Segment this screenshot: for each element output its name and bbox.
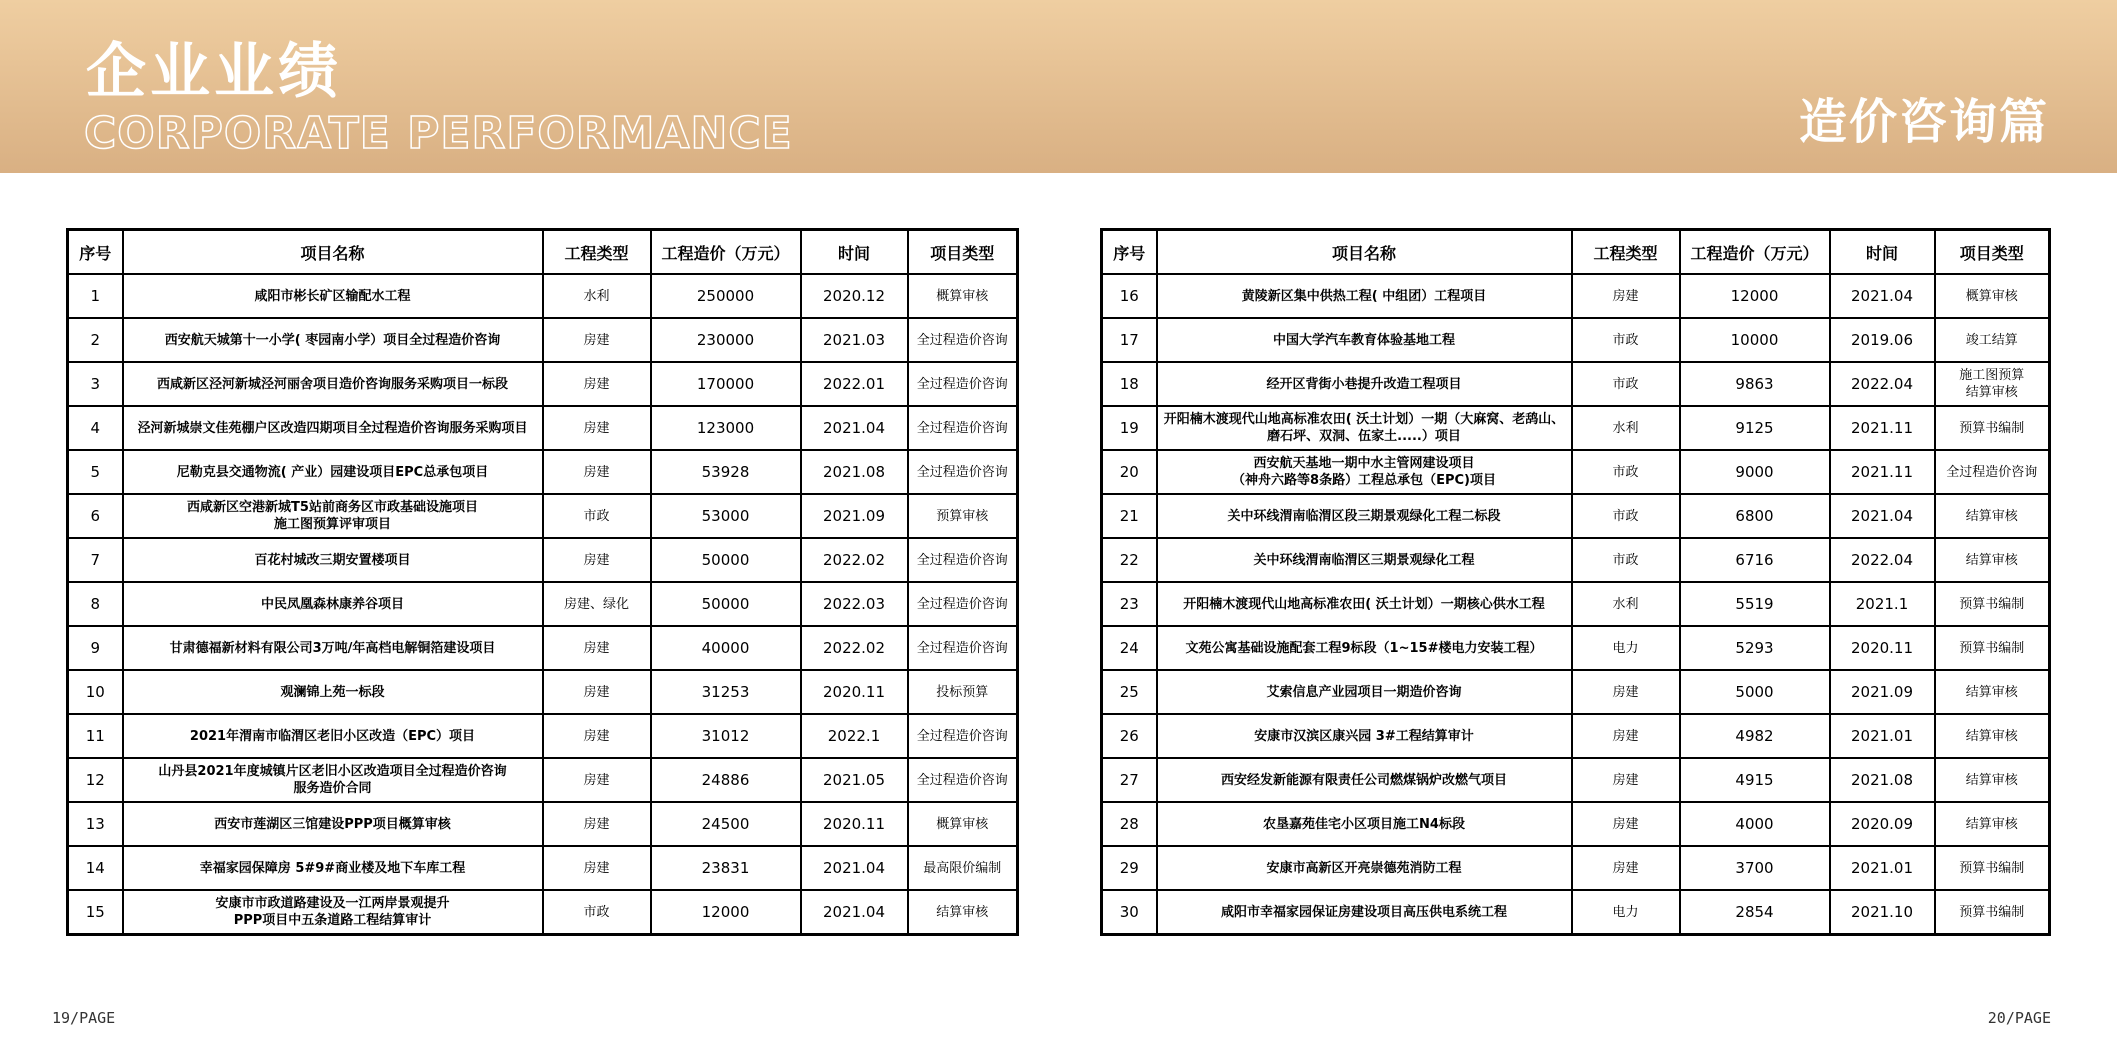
table-row: [1102, 318, 2050, 362]
date-cell: 2021.08: [801, 450, 908, 494]
cost-cell: 53928: [651, 450, 801, 494]
column-header-cost: 工程造价（万元）: [1680, 230, 1830, 275]
row-number: 13: [68, 802, 123, 846]
table-row: [1102, 406, 2050, 450]
engineering-type-cell: 电力: [1572, 626, 1680, 670]
date-cell: 2021.11: [1830, 406, 1935, 450]
cost-cell: 6800: [1680, 494, 1830, 538]
engineering-type-cell: 市政: [543, 890, 651, 935]
project-name-cell: 西安经发新能源有限责任公司燃煤锅炉改燃气项目: [1157, 758, 1572, 802]
engineering-type-cell: 房建: [543, 406, 651, 450]
project-name-cell: 中国大学汽车教育体验基地工程: [1157, 318, 1572, 362]
project-type-cell: 竣工结算: [1935, 318, 2050, 362]
table-row: [68, 450, 1018, 494]
table-row: [68, 362, 1018, 406]
date-cell: 2021.01: [1830, 714, 1935, 758]
table-row: [1102, 626, 2050, 670]
project-type-cell: 全过程造价咨询: [908, 714, 1018, 758]
page-title: 企业业绩: [86, 37, 342, 107]
table-row: [1102, 538, 2050, 582]
date-cell: 2021.10: [1830, 890, 1935, 935]
engineering-type-cell: 市政: [1572, 494, 1680, 538]
project-name-cell: 观澜锦上苑一标段: [123, 670, 543, 714]
table-row: [1102, 802, 2050, 846]
engineering-type-cell: 房建: [1572, 802, 1680, 846]
table-row: [1102, 362, 2050, 406]
project-name-cell: 黄陵新区集中供热工程( 中组团）工程项目: [1157, 274, 1572, 318]
engineering-type-cell: 市政: [1572, 362, 1680, 406]
project-type-cell: 预算书编制: [1935, 582, 2050, 626]
cost-cell: 5000: [1680, 670, 1830, 714]
cost-cell: 53000: [651, 494, 801, 538]
project-type-cell: 预算书编制: [1935, 626, 2050, 670]
project-name-cell: 山丹县2021年度城镇片区老旧小区改造项目全过程造价咨询 服务造价合同: [123, 758, 543, 802]
cost-cell: 24500: [651, 802, 801, 846]
date-cell: 2021.01: [1830, 846, 1935, 890]
row-number: 23: [1102, 582, 1157, 626]
project-name-cell: 开阳楠木渡现代山地高标准农田( 沃土计划）一期（大麻窝、老鸹山、 磨石坪、双洞、伍家土.....）项目: [1157, 406, 1572, 450]
project-name-cell: 尼勒克县交通物流( 产业）园建设项目EPC总承包项目: [123, 450, 543, 494]
table-row: [68, 758, 1018, 802]
cost-cell: 50000: [651, 538, 801, 582]
project-name-cell: 西咸新区空港新城T5站前商务区市政基础设施项目 施工图预算评审项目: [123, 494, 543, 538]
project-name-cell: 安康市市政道路建设及一江两岸景观提升 PPP项目中五条道路工程结算审计: [123, 890, 543, 935]
row-number: 2: [68, 318, 123, 362]
project-name-cell: 西安航天基地一期中水主管网建设项目 （神舟六路等8条路）工程总承包（EPC)项目: [1157, 450, 1572, 494]
engineering-type-cell: 房建: [1572, 846, 1680, 890]
date-cell: 2021.04: [801, 846, 908, 890]
cost-cell: 3700: [1680, 846, 1830, 890]
project-type-cell: 全过程造价咨询: [908, 582, 1018, 626]
cost-cell: 170000: [651, 362, 801, 406]
project-name-cell: 农垦嘉苑佳宅小区项目施工N4标段: [1157, 802, 1572, 846]
row-number: 12: [68, 758, 123, 802]
project-name-cell: 关中环线渭南临渭区三期景观绿化工程: [1157, 538, 1572, 582]
engineering-type-cell: 房建: [1572, 714, 1680, 758]
project-type-cell: 全过程造价咨询: [908, 318, 1018, 362]
engineering-type-cell: 房建: [543, 450, 651, 494]
project-type-cell: 全过程造价咨询: [908, 758, 1018, 802]
row-number: 3: [68, 362, 123, 406]
table-row: [68, 582, 1018, 626]
table-body-right: [1102, 274, 2050, 935]
table-row: [1102, 714, 2050, 758]
project-name-cell: 西咸新区泾河新城泾河丽舍项目造价咨询服务采购项目一标段: [123, 362, 543, 406]
row-number: 10: [68, 670, 123, 714]
project-name-cell: 甘肃德福新材料有限公司3万吨/年高档电解铜箔建设项目: [123, 626, 543, 670]
date-cell: 2022.1: [801, 714, 908, 758]
date-cell: 2021.08: [1830, 758, 1935, 802]
project-name-cell: 安康市汉滨区康兴园 3#工程结算审计: [1157, 714, 1572, 758]
cost-cell: 12000: [1680, 274, 1830, 318]
cost-cell: 24886: [651, 758, 801, 802]
column-header-engineering-type: 工程类型: [543, 230, 651, 275]
table-header-row: [68, 230, 1018, 275]
cost-cell: 23831: [651, 846, 801, 890]
project-type-cell: 概算审核: [908, 274, 1018, 318]
column-header-engineering-type: 工程类型: [1572, 230, 1680, 275]
table-row: [68, 406, 1018, 450]
project-name-cell: 2021年渭南市临渭区老旧小区改造（EPC）项目: [123, 714, 543, 758]
date-cell: 2021.04: [801, 406, 908, 450]
engineering-type-cell: 市政: [1572, 538, 1680, 582]
table-row: [1102, 846, 2050, 890]
column-header-number: 序号: [1102, 230, 1157, 275]
project-name-cell: 开阳楠木渡现代山地高标准农田( 沃土计划）一期核心供水工程: [1157, 582, 1572, 626]
row-number: 15: [68, 890, 123, 935]
table-row: [1102, 670, 2050, 714]
date-cell: 2021.11: [1830, 450, 1935, 494]
engineering-type-cell: 房建: [543, 846, 651, 890]
row-number: 9: [68, 626, 123, 670]
row-number: 29: [1102, 846, 1157, 890]
table-row: [1102, 274, 2050, 318]
engineering-type-cell: 市政: [1572, 318, 1680, 362]
cost-cell: 31253: [651, 670, 801, 714]
project-type-cell: 预算审核: [908, 494, 1018, 538]
project-type-cell: 结算审核: [1935, 758, 2050, 802]
engineering-type-cell: 房建: [1572, 758, 1680, 802]
table-row: [1102, 450, 2050, 494]
row-number: 5: [68, 450, 123, 494]
project-type-cell: 预算书编制: [1935, 406, 2050, 450]
project-type-cell: 最高限价编制: [908, 846, 1018, 890]
column-header-project-type: 项目类型: [908, 230, 1018, 275]
date-cell: 2021.05: [801, 758, 908, 802]
project-type-cell: 全过程造价咨询: [908, 538, 1018, 582]
engineering-type-cell: 房建: [543, 318, 651, 362]
cost-cell: 50000: [651, 582, 801, 626]
engineering-type-cell: 电力: [1572, 890, 1680, 935]
date-cell: 2022.02: [801, 626, 908, 670]
project-type-cell: 结算审核: [1935, 538, 2050, 582]
project-type-cell: 概算审核: [908, 802, 1018, 846]
cost-cell: 12000: [651, 890, 801, 935]
column-header-project-name: 项目名称: [1157, 230, 1572, 275]
date-cell: 2020.09: [1830, 802, 1935, 846]
cost-cell: 10000: [1680, 318, 1830, 362]
cost-cell: 6716: [1680, 538, 1830, 582]
engineering-type-cell: 房建: [1572, 670, 1680, 714]
project-name-cell: 西安航天城第十一小学( 枣园南小学）项目全过程造价咨询: [123, 318, 543, 362]
header-banner: [0, 0, 2117, 173]
date-cell: 2021.03: [801, 318, 908, 362]
row-number: 20: [1102, 450, 1157, 494]
date-cell: 2021.04: [1830, 494, 1935, 538]
table-row: [68, 538, 1018, 582]
engineering-type-cell: 市政: [1572, 450, 1680, 494]
project-type-cell: 投标预算: [908, 670, 1018, 714]
row-number: 25: [1102, 670, 1157, 714]
cost-cell: 4000: [1680, 802, 1830, 846]
project-name-cell: 百花村城改三期安置楼项目: [123, 538, 543, 582]
engineering-type-cell: 市政: [543, 494, 651, 538]
engineering-type-cell: 水利: [1572, 582, 1680, 626]
page-subtitle: CORPORATE PERFORMANCE: [84, 108, 793, 159]
project-type-cell: 预算书编制: [1935, 846, 2050, 890]
table-row: [1102, 582, 2050, 626]
engineering-type-cell: 房建、绿化: [543, 582, 651, 626]
table-row: [68, 626, 1018, 670]
project-type-cell: 结算审核: [1935, 670, 2050, 714]
project-type-cell: 全过程造价咨询: [908, 406, 1018, 450]
table-row: [68, 890, 1018, 935]
section-title: 造价咨询篇: [1798, 94, 2049, 150]
cost-cell: 230000: [651, 318, 801, 362]
cost-cell: 31012: [651, 714, 801, 758]
cost-cell: 5519: [1680, 582, 1830, 626]
column-header-project-type: 项目类型: [1935, 230, 2050, 275]
project-type-cell: 全过程造价咨询: [908, 450, 1018, 494]
project-type-cell: 概算审核: [1935, 274, 2050, 318]
engineering-type-cell: 房建: [543, 626, 651, 670]
row-number: 22: [1102, 538, 1157, 582]
date-cell: 2020.11: [801, 670, 908, 714]
engineering-type-cell: 房建: [543, 802, 651, 846]
table-body-left: [68, 274, 1018, 935]
project-type-cell: 预算书编制: [1935, 890, 2050, 935]
project-type-cell: 全过程造价咨询: [908, 626, 1018, 670]
row-number: 21: [1102, 494, 1157, 538]
project-name-cell: 中民凤凰森林康养谷项目: [123, 582, 543, 626]
project-name-cell: 文苑公寓基础设施配套工程9标段（1~15#楼电力安装工程）: [1157, 626, 1572, 670]
row-number: 19: [1102, 406, 1157, 450]
cost-cell: 4982: [1680, 714, 1830, 758]
project-type-cell: 施工图预算 结算审核: [1935, 362, 2050, 406]
project-name-cell: 艾索信息产业园项目一期造价咨询: [1157, 670, 1572, 714]
date-cell: 2021.09: [1830, 670, 1935, 714]
table-row: [68, 494, 1018, 538]
page-number-right: 20/PAGE: [1987, 1009, 2051, 1027]
date-cell: 2022.02: [801, 538, 908, 582]
row-number: 7: [68, 538, 123, 582]
column-header-project-name: 项目名称: [123, 230, 543, 275]
project-name-cell: 咸阳市彬长矿区输配水工程: [123, 274, 543, 318]
project-name-cell: 咸阳市幸福家园保证房建设项目高压供电系统工程: [1157, 890, 1572, 935]
date-cell: 2021.04: [801, 890, 908, 935]
date-cell: 2022.04: [1830, 362, 1935, 406]
project-type-cell: 全过程造价咨询: [908, 362, 1018, 406]
row-number: 6: [68, 494, 123, 538]
cost-cell: 123000: [651, 406, 801, 450]
project-name-cell: 安康市高新区开亮崇德苑消防工程: [1157, 846, 1572, 890]
row-number: 11: [68, 714, 123, 758]
date-cell: 2022.01: [801, 362, 908, 406]
row-number: 17: [1102, 318, 1157, 362]
row-number: 4: [68, 406, 123, 450]
row-number: 1: [68, 274, 123, 318]
cost-cell: 9125: [1680, 406, 1830, 450]
project-name-cell: 西安市莲湖区三馆建设PPP项目概算审核: [123, 802, 543, 846]
column-header-date: 时间: [1830, 230, 1935, 275]
table-row: [68, 846, 1018, 890]
engineering-type-cell: 水利: [1572, 406, 1680, 450]
date-cell: 2021.04: [1830, 274, 1935, 318]
date-cell: 2021.09: [801, 494, 908, 538]
project-name-cell: 泾河新城崇文佳苑棚户区改造四期项目全过程造价咨询服务采购项目: [123, 406, 543, 450]
row-number: 27: [1102, 758, 1157, 802]
table-row: [68, 318, 1018, 362]
project-type-cell: 结算审核: [908, 890, 1018, 935]
column-header-cost: 工程造价（万元）: [651, 230, 801, 275]
row-number: 18: [1102, 362, 1157, 406]
row-number: 26: [1102, 714, 1157, 758]
date-cell: 2022.04: [1830, 538, 1935, 582]
column-header-date: 时间: [801, 230, 908, 275]
engineering-type-cell: 房建: [543, 670, 651, 714]
project-name-cell: 幸福家园保障房 5#9#商业楼及地下车库工程: [123, 846, 543, 890]
table-row: [1102, 758, 2050, 802]
table-row: [1102, 494, 2050, 538]
cost-cell: 5293: [1680, 626, 1830, 670]
table-row: [68, 670, 1018, 714]
table-row: [68, 274, 1018, 318]
engineering-type-cell: 水利: [543, 274, 651, 318]
date-cell: 2020.12: [801, 274, 908, 318]
cost-cell: 4915: [1680, 758, 1830, 802]
project-name-cell: 经开区背街小巷提升改造工程项目: [1157, 362, 1572, 406]
project-name-cell: 关中环线渭南临渭区段三期景观绿化工程二标段: [1157, 494, 1572, 538]
cost-cell: 2854: [1680, 890, 1830, 935]
engineering-type-cell: 房建: [543, 714, 651, 758]
page-number-left: 19/PAGE: [52, 1009, 116, 1027]
date-cell: 2019.06: [1830, 318, 1935, 362]
table-header-row: [1102, 230, 2050, 275]
row-number: 16: [1102, 274, 1157, 318]
date-cell: 2022.03: [801, 582, 908, 626]
row-number: 30: [1102, 890, 1157, 935]
cost-cell: 9863: [1680, 362, 1830, 406]
row-number: 14: [68, 846, 123, 890]
row-number: 28: [1102, 802, 1157, 846]
date-cell: 2020.11: [1830, 626, 1935, 670]
table-row: [68, 714, 1018, 758]
engineering-type-cell: 房建: [543, 758, 651, 802]
project-type-cell: 全过程造价咨询: [1935, 450, 2050, 494]
cost-cell: 250000: [651, 274, 801, 318]
row-number: 24: [1102, 626, 1157, 670]
cost-cell: 9000: [1680, 450, 1830, 494]
cost-cell: 40000: [651, 626, 801, 670]
engineering-type-cell: 房建: [1572, 274, 1680, 318]
project-type-cell: 结算审核: [1935, 494, 2050, 538]
project-type-cell: 结算审核: [1935, 714, 2050, 758]
table-row: [68, 802, 1018, 846]
table-row: [1102, 890, 2050, 935]
engineering-type-cell: 房建: [543, 362, 651, 406]
project-type-cell: 结算审核: [1935, 802, 2050, 846]
engineering-type-cell: 房建: [543, 538, 651, 582]
column-header-number: 序号: [68, 230, 123, 275]
row-number: 8: [68, 582, 123, 626]
date-cell: 2021.1: [1830, 582, 1935, 626]
performance-table-right: [1100, 228, 2051, 936]
date-cell: 2020.11: [801, 802, 908, 846]
performance-table-left: [66, 228, 1019, 936]
